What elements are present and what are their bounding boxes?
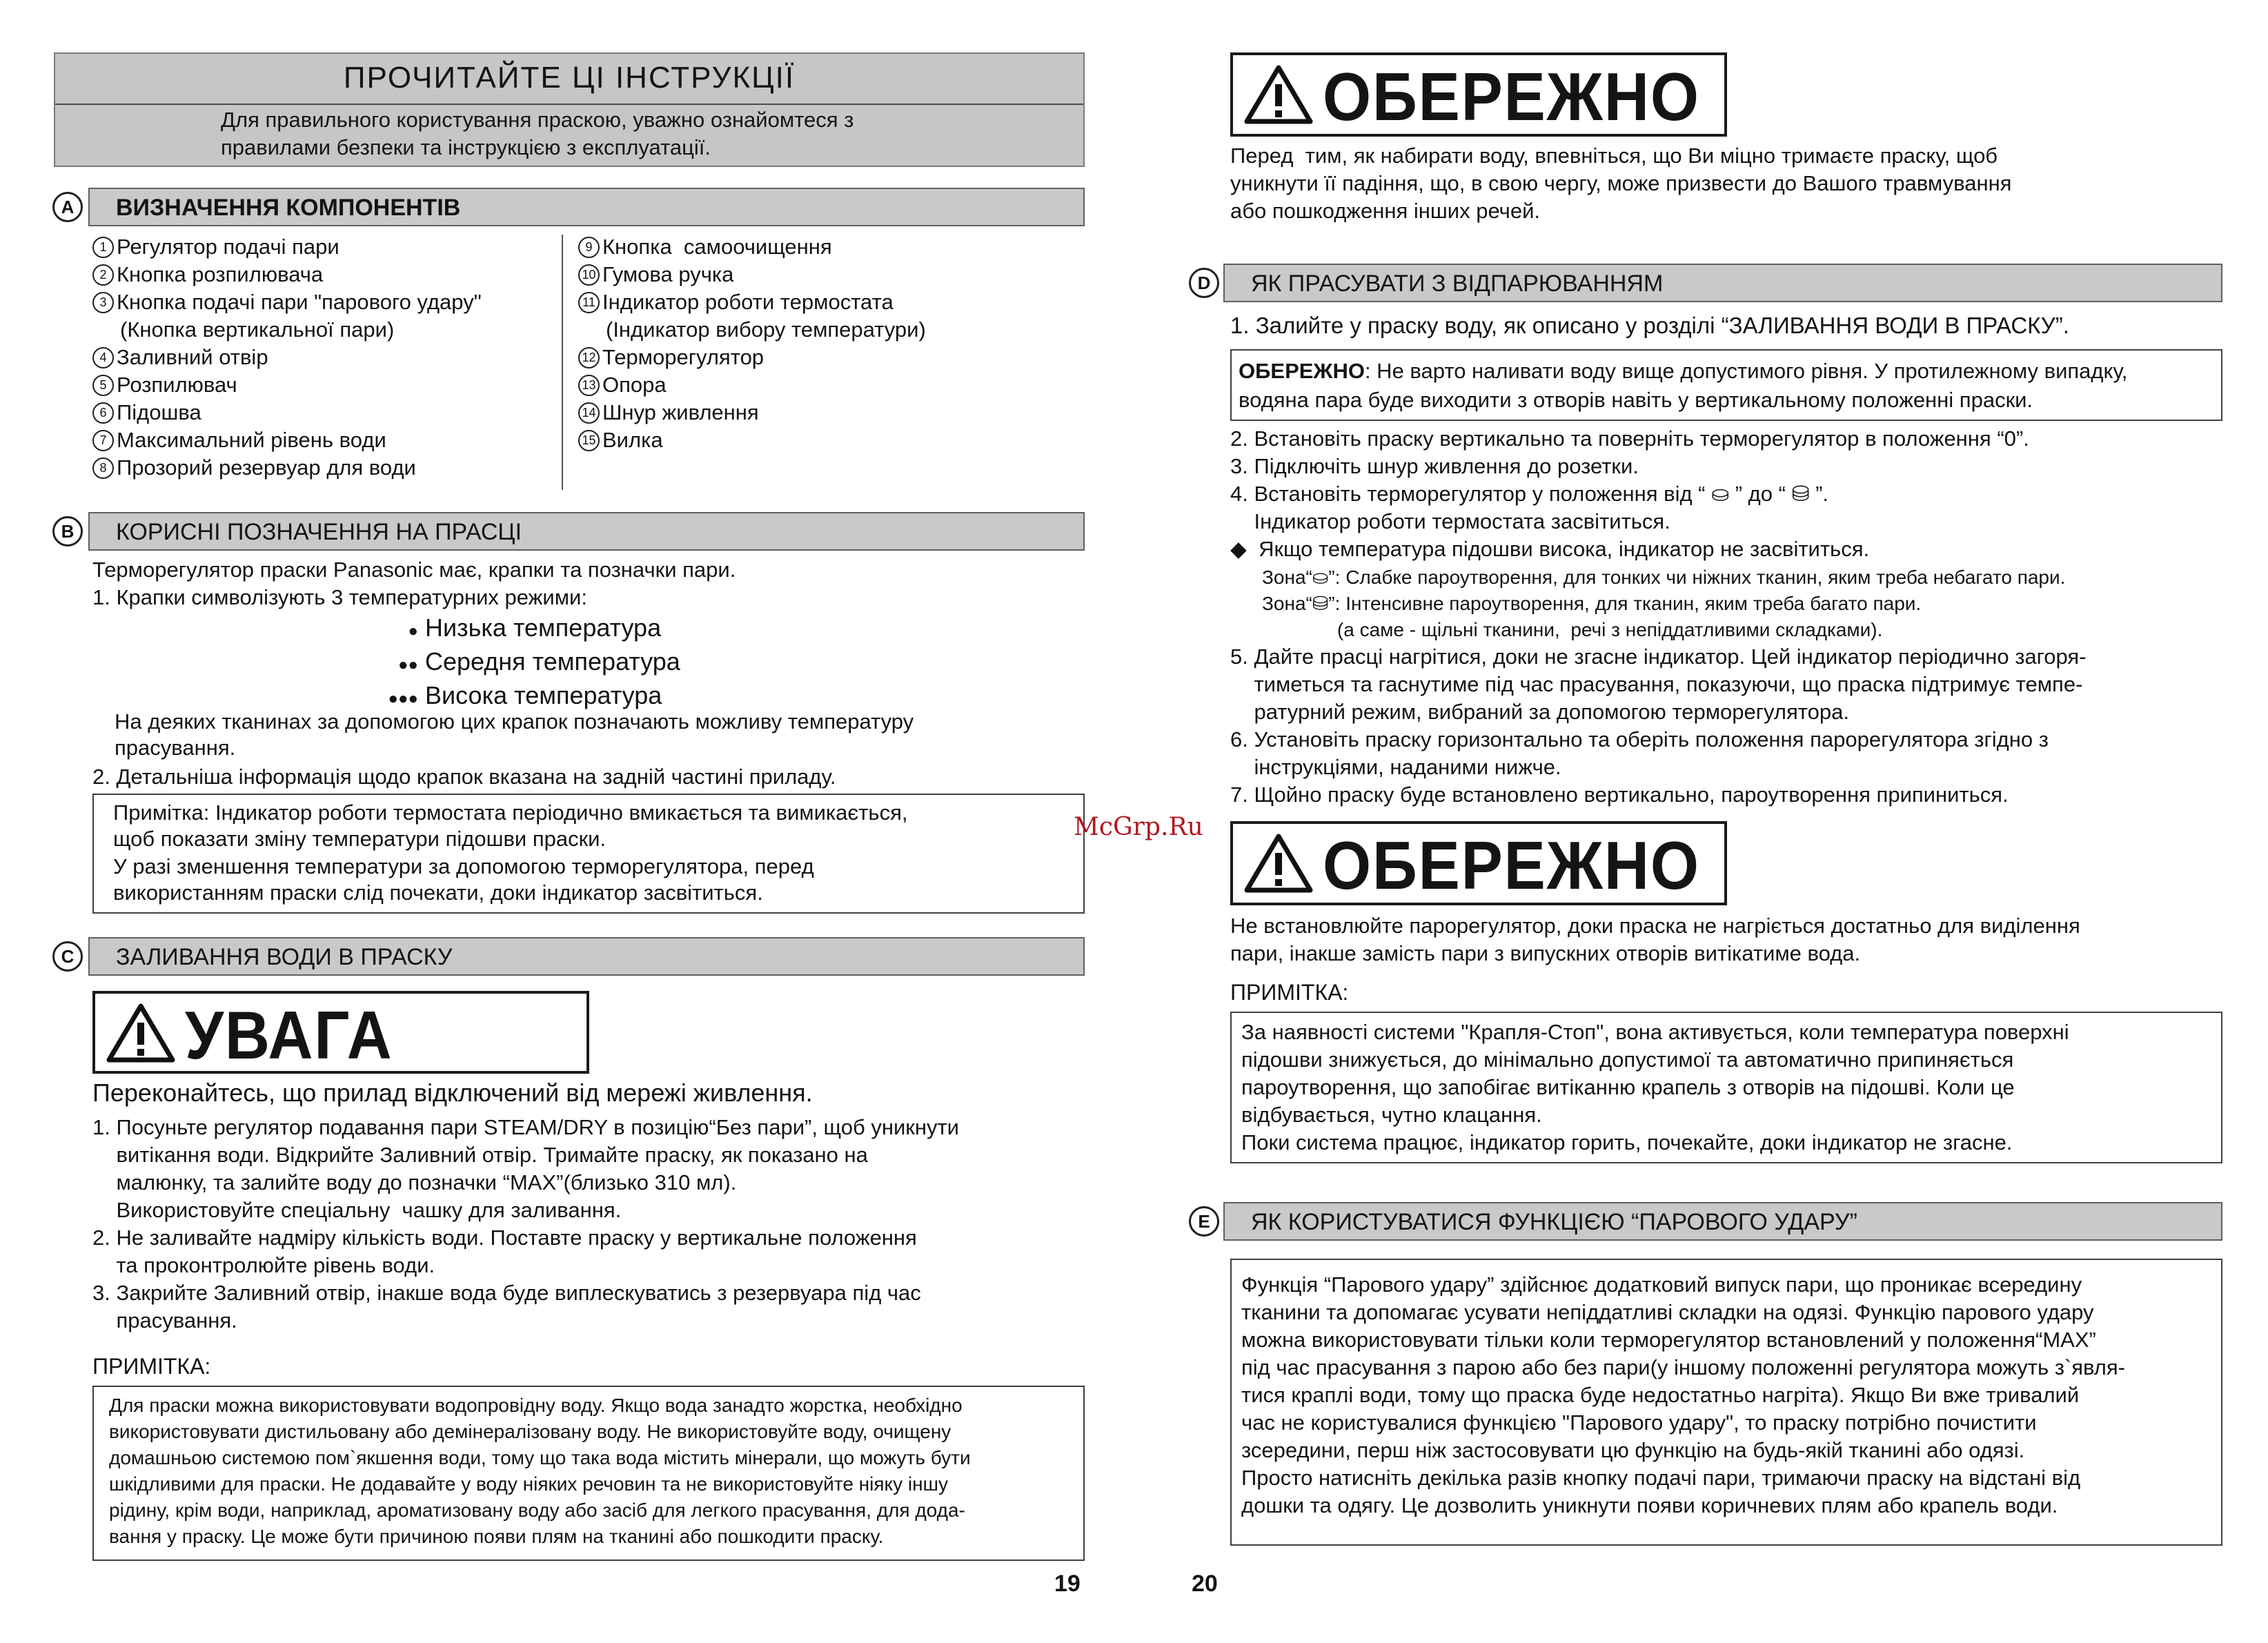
component-item: 15 Вилка bbox=[578, 426, 1061, 454]
step-line: прасування. bbox=[92, 1308, 237, 1332]
step-line: тиметься та гаснутиме під час прасування, показуючи, що праска підтримує темпе- bbox=[1230, 672, 2083, 696]
right-note-box bbox=[1230, 1012, 2222, 1163]
step-line: Використовуйте спеціальну чашку для заливання. bbox=[92, 1198, 622, 1222]
caution-label: ОБЕРЕЖНО bbox=[1239, 359, 1365, 383]
component-item: 1 Регулятор подачі пари bbox=[92, 233, 575, 261]
section-a-badge: A bbox=[52, 192, 83, 222]
step-line: 3. Підключіть шнур живлення до розетки. bbox=[1230, 454, 1639, 478]
note-line: відбувається, чутно клацання. bbox=[1241, 1103, 1542, 1127]
caution-banner-1 bbox=[1230, 52, 1727, 137]
step-line: малюнку, та залийте воду до позначки “MAX”(близько 310 мл). bbox=[92, 1170, 737, 1194]
note-line: шкідливими для праски. Не додавайте у воду ніяких речовин та не використовуйте ніяку іншу bbox=[109, 1473, 949, 1495]
note-line: вання у праску. Це може бути причиною появи плям на тканині або пошкодити праску. bbox=[109, 1526, 884, 1547]
step-line: витікання води. Відкрийте Заливний отвір. Тримайте праску, як показано на bbox=[92, 1143, 868, 1167]
section-c-lead: Переконайтесь, що прилад відключений від мережі живлення. bbox=[92, 1079, 813, 1107]
temp-item: ●● Середня температура bbox=[398, 647, 680, 676]
step-line: 6. Установіть праску горизонтально та оберіть положення парорегулятора згідно з bbox=[1230, 727, 2049, 751]
caution-word: ОБЕРЕЖНО bbox=[1323, 827, 1700, 903]
component-item-note: (Індикатор вибору температури) bbox=[606, 317, 926, 342]
step-line: Індикатор роботи термостата засвітиться. bbox=[1230, 509, 1670, 533]
box-line: тканини та допомагає усувати непіддатливі складки на одязі. Функцію парового удару bbox=[1241, 1300, 2094, 1324]
box-line: можна використовувати тільки коли терморегулятор встановлений у положення“MAX” bbox=[1241, 1328, 2096, 1352]
warning-triangle-icon bbox=[1244, 65, 1313, 124]
note-line: Поки система працює, індикатор горить, почекайте, доки індикатор не згасне. bbox=[1241, 1130, 2013, 1154]
caution-banner-2 bbox=[1230, 821, 1727, 905]
section-d-step-1: 1. Залийте у праску воду, як описано у розділі “ЗАЛИВАННЯ ВОДИ В ПРАСКУ”. bbox=[1230, 313, 2069, 338]
right-page bbox=[1134, 0, 2268, 1643]
section-b-box-line: щоб показати зміну температури підошви праски. bbox=[113, 827, 607, 851]
step-line: 2. Встановіть праску вертикально та поверніть терморегулятор в положення “0”. bbox=[1230, 426, 2029, 451]
read-instructions-title: ПРОЧИТАЙТЕ ЦІ ІНСТРУКЦІЇ bbox=[343, 61, 796, 95]
right-note-title: ПРИМІТКА: bbox=[1230, 980, 1349, 1005]
section-e-title: ЯК КОРИСТУВАТИСЯ ФУНКЦІЄЮ “ПАРОВОГО УДАРУ” bbox=[1251, 1209, 1857, 1235]
section-c-note-box bbox=[92, 1386, 1085, 1561]
note-line: використовувати дистильовану або демінералізовану воду. Не використовуйте воду, очищену bbox=[109, 1421, 951, 1442]
read-text-1: Для правильного користування праскою, уважно ознайомтеся з bbox=[221, 108, 854, 132]
zone-line: Зона“⛁”: Інтенсивне пароутворення, для тканин, яким треба багато пари. bbox=[1262, 593, 1922, 614]
section-a-title: ВИЗНАЧЕННЯ КОМПОНЕНТІВ bbox=[116, 195, 461, 221]
component-item: 3 Кнопка подачі пари "парового удару" bbox=[92, 288, 575, 316]
section-b-header bbox=[88, 512, 1085, 551]
component-item: 13 Опора bbox=[578, 371, 1061, 399]
right-note-lines bbox=[1241, 1019, 2069, 1157]
attention-word: УВАГА bbox=[185, 997, 393, 1073]
component-item: 7 Максимальний рівень води bbox=[92, 426, 575, 454]
page-number-left: 19 bbox=[1054, 1571, 1081, 1597]
section-b-badge: B bbox=[52, 516, 83, 547]
components-divider bbox=[562, 235, 563, 490]
section-b-note-box bbox=[92, 794, 1085, 914]
section-e-header bbox=[1223, 1202, 2222, 1241]
section-c-steps bbox=[92, 1114, 959, 1335]
section-b-item-2: 2. Детальніша інформація щодо крапок вказана на задній частині приладу. bbox=[92, 765, 836, 789]
section-e-lines bbox=[1241, 1271, 2125, 1519]
step-line: 7. Щойно праску буде встановлено вертикально, пароутворення припиниться. bbox=[1230, 783, 2009, 807]
caution-1-text bbox=[1230, 142, 2011, 225]
caution-2-text bbox=[1230, 912, 2080, 967]
caution-word: ОБЕРЕЖНО bbox=[1323, 59, 1700, 135]
section-c-title: ЗАЛИВАННЯ ВОДИ В ПРАСКУ bbox=[116, 944, 453, 970]
read-text-2: правилами безпеки та інструкцією з експлуатації. bbox=[221, 135, 711, 159]
component-item: 4 Заливний отвір bbox=[92, 344, 575, 371]
zone-line: Зона“⛀”: Слабке пароутворення, для тонких чи ніжних тканин, яким треба небагато пари. bbox=[1262, 567, 2066, 588]
section-b-box-line: У разі зменшення температури за допомогою терморегулятора, перед bbox=[113, 854, 814, 878]
section-d-steps-b bbox=[1230, 643, 2087, 809]
box-line: Просто натисніть декілька разів кнопку подачі пари, тримаючи праску на відстані від bbox=[1241, 1466, 2081, 1490]
box-line: час не користувалися функцією "Парового удару", то праску потрібно почистити bbox=[1241, 1410, 2037, 1435]
note-line: За наявності системи "Крапля-Стоп", вона активується, коли температура поверхні bbox=[1241, 1020, 2069, 1044]
step-line: ◆ Якщо температура підошви висока, індикатор не засвітиться. bbox=[1230, 537, 1870, 561]
caution-line: Не встановлюйте парорегулятор, доки праска не нагріється достатньо для виділення bbox=[1230, 914, 2080, 938]
component-item: 11 Індикатор роботи термостата bbox=[578, 288, 1061, 316]
read-instructions-box bbox=[54, 52, 1085, 167]
section-c-note-title: ПРИМІТКА: bbox=[92, 1354, 211, 1379]
step-line: та проконтролюйте рівень води. bbox=[92, 1253, 435, 1277]
section-d-header bbox=[1223, 264, 2222, 302]
step-line: 3. Закрийте Заливний отвір, інакше вода буде виплескуватись з резервуара під час bbox=[92, 1281, 921, 1305]
section-b-title: КОРИСНІ ПОЗНАЧЕННЯ НА ПРАСЦІ bbox=[116, 519, 522, 545]
box-line: зсередини, перш ніж застосовувати цю функцію на будь-якій тканині або одязі. bbox=[1241, 1438, 2025, 1462]
caution-line: Перед тим, як набирати воду, впевніться, що Ви міцно тримаєте праску, щоб bbox=[1230, 144, 1998, 168]
component-item: 8 Прозорий резервуар для води bbox=[92, 454, 575, 482]
page-number-right: 20 bbox=[1192, 1571, 1218, 1597]
caution-line: уникнути її падіння, що, в свою чергу, може призвести до Вашого травмування bbox=[1230, 171, 2012, 195]
component-item: 6 Підошва bbox=[92, 399, 575, 426]
section-d-title: ЯК ПРАСУВАТИ З ВІДПАРЮВАННЯМ bbox=[1251, 270, 1664, 297]
section-c-header bbox=[88, 937, 1085, 976]
section-e-badge: E bbox=[1189, 1206, 1219, 1237]
warning-triangle-icon bbox=[1244, 834, 1313, 893]
zone-line: (а саме - щільні тканини, речі з непіддатливими складками). bbox=[1262, 619, 1883, 640]
section-b-intro: Терморегулятор праски Panasonic має, крапки та позначки пари. bbox=[92, 558, 736, 582]
step-line: ратурний режим, вибраний за допомогою терморегулятора. bbox=[1230, 700, 1849, 724]
step-line: 5. Дайте прасці нагрітися, доки не згасне індикатор. Цей індикатор періодично загоря- bbox=[1230, 645, 2087, 669]
component-item: 10 Гумова ручка bbox=[578, 261, 1061, 288]
component-item: 2 Кнопка розпилювача bbox=[92, 261, 575, 288]
box-line: під час прасування з парою або без пари(у іншому положенні регулятора можуть з`явля- bbox=[1241, 1355, 2125, 1379]
note-line: підошви знижується, до мінімально допустимої та автоматично припиняється bbox=[1241, 1047, 2014, 1072]
section-a-header bbox=[88, 188, 1085, 226]
step-line: інструкціями, наданими нижче. bbox=[1230, 755, 1561, 779]
note-line: пароутворення, що запобігає витіканню крапель з отворів на підошві. Коли це bbox=[1241, 1075, 2015, 1099]
attention-banner bbox=[92, 991, 589, 1074]
caution-line: або пошкодження інших речей. bbox=[1230, 199, 1541, 223]
component-item: 14 Шнур живлення bbox=[578, 399, 1061, 426]
section-b-note-1: На деяких тканинах за допомогою цих крапок позначають можливу температуру bbox=[115, 709, 914, 734]
section-e-box bbox=[1230, 1259, 2222, 1546]
component-item-note: (Кнопка вертикальної пари) bbox=[120, 317, 395, 342]
box-line: дошки та одягу. Це дозволить уникнути появи коричневих плям або крапель води. bbox=[1241, 1493, 2058, 1517]
step-line: 1. Посуньте регулятор подавання пари STEAM/DRY в позицію“Без пари”, щоб уникнути bbox=[92, 1115, 959, 1139]
section-b-note-2: прасування. bbox=[115, 736, 236, 760]
watermark: McGrp.Ru bbox=[1074, 813, 1203, 841]
section-c-note-lines bbox=[109, 1393, 971, 1550]
read-title-rule bbox=[55, 104, 1083, 105]
box-line: Функція “Парового удару” здійснює додатковий випуск пари, що проникає всередину bbox=[1241, 1272, 2082, 1297]
section-d-caution-line-2: водяна пара буде виходити з отворів навіть у вертикальному положенні праски. bbox=[1239, 388, 2033, 412]
section-d-steps-a bbox=[1230, 425, 2029, 563]
box-line: тися краплі води, тому що праска буде недостатньо нагріта). Якщо Ви вже тривалий bbox=[1241, 1383, 2080, 1407]
temperature-list bbox=[366, 613, 780, 714]
note-line: рідину, крім води, наприклад, ароматизовану воду або засіб для легкого прасування, для дода- bbox=[109, 1499, 965, 1521]
section-d-zones bbox=[1262, 564, 2065, 643]
components-col-2 bbox=[578, 233, 1061, 454]
component-item: 12 Терморегулятор bbox=[578, 344, 1061, 371]
step-line: 4. Встановіть терморегулятор у положення від “ ⛀ ” до “ ⛁ ”. bbox=[1230, 482, 1829, 506]
components-col-1 bbox=[92, 233, 575, 482]
temp-item: ● Низька температура bbox=[408, 613, 662, 642]
section-d-caution-box bbox=[1230, 349, 2222, 421]
component-item: 9 Кнопка самоочищення bbox=[578, 233, 1061, 261]
section-c-badge: C bbox=[52, 941, 83, 972]
section-d-badge: D bbox=[1189, 268, 1219, 298]
section-b-item-1: 1. Крапки символізують 3 температурних режими: bbox=[92, 585, 587, 609]
warning-triangle-icon bbox=[106, 1003, 175, 1063]
component-item: 5 Розпилювач bbox=[92, 371, 575, 399]
temp-item: ●●● Висока температура bbox=[388, 681, 662, 709]
note-line: домашньою системою пом`якшення води, тому що така вода містить мінерали, що можуть бути bbox=[109, 1447, 971, 1468]
note-line: Для праски можна використовувати водопровідну воду. Якщо вода занадто жорстка, необхідно bbox=[109, 1395, 963, 1416]
section-d-caution-line-1: ОБЕРЕЖНО: Не варто наливати воду вище допустимого рівня. У протилежному випадку, bbox=[1239, 359, 2128, 383]
section-b-box-line: використанням праски слід почекати, доки індикатор засвітиться. bbox=[113, 880, 763, 905]
step-line: 2. Не заливайте надміру кількість води. Поставте праску у вертикальне положення bbox=[92, 1226, 917, 1250]
caution-line: пари, інакше замість пари з випускних отворів витікатиме вода. bbox=[1230, 941, 1861, 965]
section-b-box-line: Примітка: Індикатор роботи термостата періодично вмикається та вимикається, bbox=[113, 800, 908, 825]
